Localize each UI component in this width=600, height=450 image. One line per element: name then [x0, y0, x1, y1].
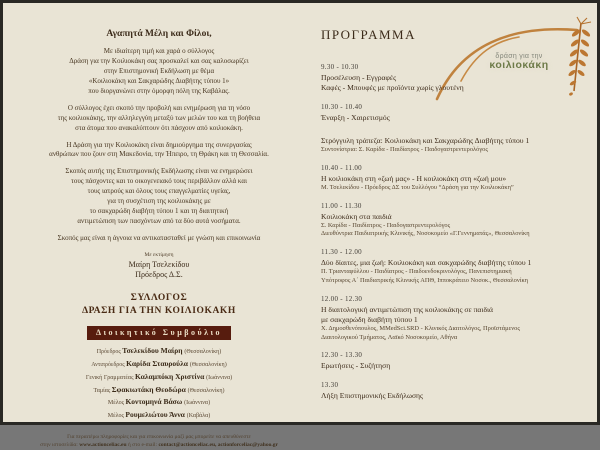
board-member-city: (Ιωάννινα): [206, 374, 233, 381]
letter-paragraphs: [17, 47, 301, 227]
board-member-role: Γενική Γραμματέας: [85, 374, 135, 381]
programme-speaker: Μ. Τσελεκίδου - Πρόεδρος ΔΣ του Συλλόγου “Δράση για την Κοιλιοκάκη”: [321, 183, 514, 191]
board-member-city: (Θεσσαλονίκη): [184, 349, 222, 356]
board-member-name: Σφακιωτάκη Θεοδώρα: [111, 384, 188, 394]
programme-entry: [321, 202, 589, 240]
programme-title: Έναρξη - Χαιρετισμός: [321, 112, 390, 122]
board-row: [17, 409, 301, 422]
board-row: [17, 358, 301, 371]
board-row: [17, 396, 301, 409]
programme-title: Ερωτήσεις - Συζήτηση: [321, 361, 391, 371]
signoff-title: Πρόεδρος Δ.Σ.: [135, 269, 183, 279]
board-member-role: Ταμίας: [93, 387, 112, 394]
programme-time: 12.00 - 12.30: [321, 294, 363, 303]
board-member-city: (Καβάλα): [186, 413, 211, 420]
board-member-name: Ρουμελιώτου Άννα: [125, 410, 187, 420]
programme-time: 12.30 - 13.30: [321, 351, 363, 360]
programme-entry: [321, 295, 589, 343]
contact-footer-line1: Για περαιτέρω πληροφορίες και για επικοινωνία μαζί μας μπορείτε να απευθύνεστε: [67, 433, 251, 440]
board-badge: Διοικητικό Συμβούλιο: [87, 326, 231, 340]
contact-footer: [17, 433, 301, 450]
programme-speaker: Υπότροφος Α΄ Παιδιατρικής Κλινικής ΑΠΘ, Ιπποκράτειο Νοσοκ., Θεσσαλονίκη: [321, 276, 529, 284]
website-text: www.actionceliac.eu: [79, 442, 127, 449]
programme-time: 11.00 - 11.30: [321, 201, 362, 210]
programme-title: Η διαιτολογική αντιμετώπιση της κοιλιοκάκης σε παιδιά: [321, 304, 494, 314]
association-title: [17, 292, 301, 318]
board-member-city: (Θεσσαλονίκη): [187, 387, 225, 394]
programme-title: Λήξη Επιστημονικής Εκδήλωσης: [321, 390, 424, 400]
programme-column: [321, 27, 589, 410]
board-member-name: Καλαμπόκη Χριστίνα: [134, 371, 207, 381]
board-member-role: Αντιπρόεδρος: [91, 362, 127, 369]
logo-name: κοιλιοκάκη: [489, 59, 549, 71]
programme-title: Δύο δίαιτες, μια ζωή: Κοιλιοκάκη και σακχαρώδης διαβήτης τύπου 1: [321, 258, 532, 268]
logo-tagline: δράση για την: [495, 53, 543, 60]
programme-time: 9.30 - 10.30: [321, 63, 359, 71]
programme-title: Προσέλευση - Εγγραφές: [321, 73, 397, 82]
contact-footer-line2: [17, 441, 301, 450]
association-title-line1: ΣΥΛΛΟΓΟΣ: [130, 292, 188, 303]
board-member-name: Τσελεκίδου Μαίρη: [122, 346, 185, 356]
programme-time: 11.30 - 12.00: [321, 248, 362, 257]
board-member-role: Μέλος: [107, 413, 126, 420]
programme-list: [321, 63, 589, 401]
association-title-line2: ΔΡΑΣΗ ΓΙΑ ΤΗΝ ΚΟΙΛΙΟΚΑΚΗ: [82, 305, 236, 316]
board-row: [17, 345, 301, 358]
programme-title: Καφές - Μπουφές με προϊόντα χωρίς γλουτένη: [321, 83, 464, 93]
programme-title: Η κοιλιοκάκη στη «ζωή μας» - Η κοιλιοκάκη στη «ζωή μου»: [321, 173, 507, 183]
letter-paragraph: Η Δράση για την Κοιλιοκάκη είναι δημιούργημα της συνεργασίας ανθρώπων που ζουν στη Μακεδονία, την Ήπειρο, τη Θράκη και τη Θεσσαλία.: [49, 140, 269, 159]
programme-speaker: Π. Τριανταφύλλου - Παιδίατρος - Παιδοενδοκρινολόγος, Πανεπιστημιακή: [321, 268, 512, 276]
programme-speaker: Συντονίστρια: Σ. Καρίδα - Παιδίατρος - Παιδογαστρεντερολόγος: [321, 146, 488, 153]
programme-time: 10.30 - 10.40: [321, 102, 363, 111]
board-list: [17, 345, 301, 421]
programme-entry: [321, 381, 589, 401]
board-member-role: Μέλος: [107, 400, 126, 407]
programme-title: Στρόγγυλη τράπεζα: Κοιλιοκάκη και Σακχαρώδης Διαβήτης τύπου 1: [321, 135, 530, 145]
letter-paragraph: Σκοπός αυτής της Επιστημονικής Εκδήλωσης είναι να ενημερώσει τους πάσχοντες και το οικογενειακό τους περιβάλλον αλλά και τους ιατρούς και όλους τους επαγγελματίες υγείας, για τη συσχέτιση της κοιλιοκάκης με το σακχαρώδη διαβήτη τύπου 1 και τη διαιτητική αντιμετώπιση των πασχόντων από τα δύο αυτά νοσήματα.: [65, 167, 253, 226]
email-prefix-label: ή στο e-mail:: [127, 442, 158, 449]
programme-heading: ΠΡΟΓΡΑΜΜΑ: [321, 27, 416, 42]
signoff-name: Μαίρη Τσελεκίδου: [128, 259, 190, 269]
programme-time: 10.40 - 11.00: [321, 163, 362, 172]
letter-paragraph: Ο σύλλογος έχει σκοπό την προβολή και ενημέρωση για τη νόσο της κοιλιοκάκης, την αλληλεγγύη μεταξύ των μελών του και τη βοήθεια στα άτομα που ανακαλύπτουν ότι πάσχουν από κοιλιοκάκη.: [57, 103, 261, 132]
signoff-regards: Με εκτίμηση: [144, 251, 174, 258]
programme-title: Κοιλιοκάκη στα παιδιά: [321, 211, 392, 221]
site-prefix-label: στην ιστοσελίδα:: [40, 442, 78, 449]
letter-paragraph: Με ιδιαίτερη τιμή και χαρά ο σύλλογος Δράση για την Κοιλιοκάκη σας προσκαλεί και σας καλοσωρίζει στην Επιστημονική Εκδήλωση με θέμα «Κοιλιοκάκη και Σακχαρώδης Διαβήτης τύπου 1» που διοργανώνει στην όμορφη πόλη της Καβάλας.: [69, 47, 249, 95]
letter-column: [17, 29, 301, 450]
board-member-role: Πρόεδρος: [96, 349, 123, 356]
programme-speaker: Σ. Καρίδα - Παιδίατρος - Παιδογαστρεντερολόγος: [321, 221, 451, 229]
letter-salutation: Αγαπητά Μέλη και Φίλοι,: [106, 29, 212, 39]
programme-speaker: Διευθύντρια Παιδιατρικής Κλινικής, Νοσοκομείο «Γ.Γεννηματάς», Θεσσαλονίκη: [321, 230, 530, 238]
programme-entry: [321, 351, 589, 371]
board-member-name: Καρίδα Σταυρούλα: [126, 359, 190, 369]
board-row: [17, 371, 301, 384]
programme-entry: [321, 103, 589, 123]
programme-entry: [321, 63, 589, 94]
letter-closing-note: Σκοπός μας είναι η άγνοια να αντικατασταθεί με γνώση και επικοινωνία: [57, 234, 261, 242]
programme-speaker: Χ. Δημοσθενόπουλος, MMedSci.SRD - Κλινικός Διαιτολόγος, Προϊστάμενος: [321, 325, 520, 333]
board-row: [17, 384, 301, 397]
board-member-name: Κοντομηνά Βάσω: [125, 397, 185, 407]
board-member-city: (Ιωάννινα): [184, 400, 211, 407]
programme-title: με σακχαρώδη διαβήτη τύπου 1: [321, 314, 418, 324]
programme-time: 13.30: [321, 380, 339, 389]
programme-entry: [321, 136, 589, 155]
email-text: contact@actionceliac.eu, actionforceliac@yahoo.gr: [158, 442, 278, 449]
programme-entry: [321, 164, 589, 193]
programme-speaker: Διαιτολογικού Τμήματος, Λαϊκό Νοσοκομείο, Αθήνα: [321, 333, 458, 341]
board-member-city: (Θεσσαλονίκη): [189, 362, 227, 369]
programme-entry: [321, 248, 589, 286]
